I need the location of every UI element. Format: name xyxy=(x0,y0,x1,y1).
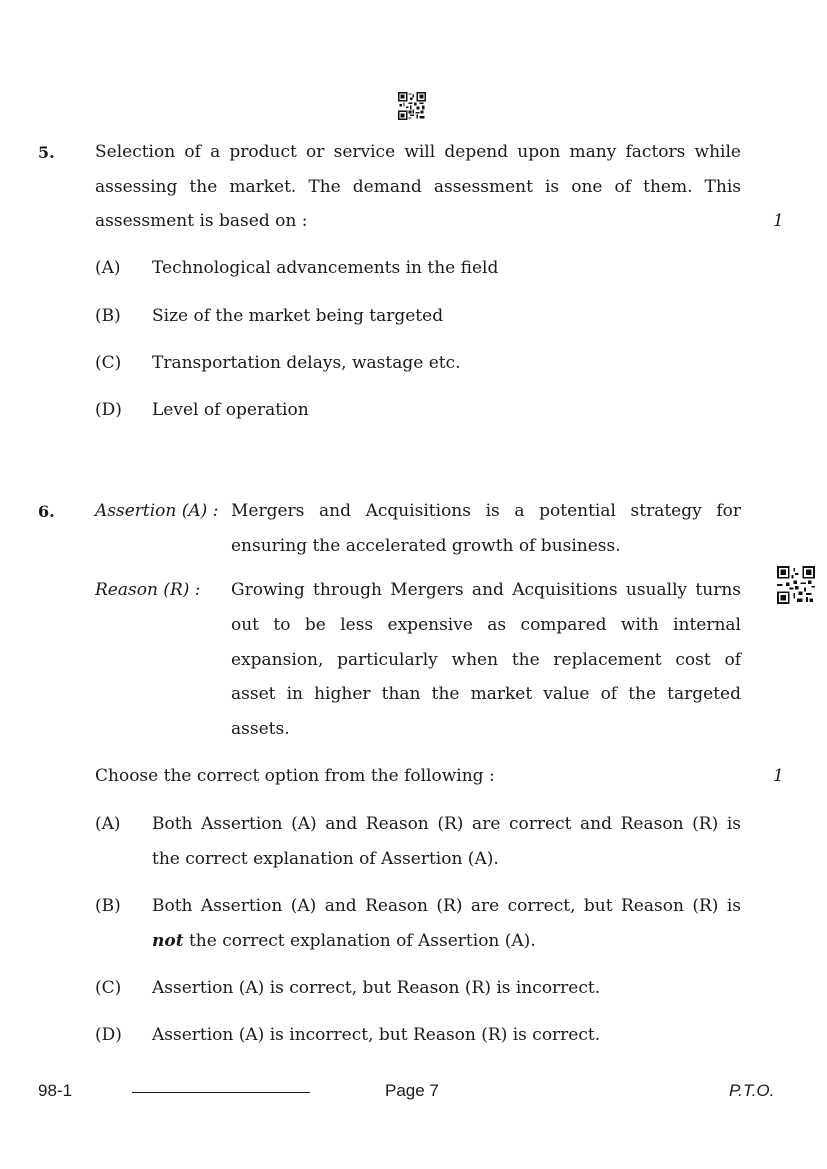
question-5-line-2: assessing the market. The demand assessment is one of them. This xyxy=(95,177,741,197)
q6-option-b-label: (B) xyxy=(95,896,121,916)
q6-option-d-label: (D) xyxy=(95,1025,122,1045)
reason-label: Reason (R) : xyxy=(95,580,201,600)
q5-option-c-text: Transportation delays, wastage etc. xyxy=(152,353,461,373)
qr-code-side xyxy=(777,566,815,604)
q5-option-d-text: Level of operation xyxy=(152,400,309,420)
reason-line-1: Growing through Mergers and Acquisitions usually turns xyxy=(231,580,741,600)
q6-option-c-label: (C) xyxy=(95,978,122,998)
footer-code: 98-1 xyxy=(38,1081,73,1100)
question-6-prompt: Choose the correct option from the following : xyxy=(95,766,495,786)
q6-option-a-line-1: Both Assertion (A) and Reason (R) are correct and Reason (R) is xyxy=(152,814,741,834)
question-6-marks: 1 xyxy=(773,766,784,786)
q6-option-b-line-2 xyxy=(152,924,536,959)
q5-option-b-text: Size of the market being targeted xyxy=(152,306,444,326)
reason-line-3: expansion, particularly when the replacement cost of xyxy=(231,650,741,670)
q6-option-d-text: Assertion (A) is incorrect, but Reason (R) is correct. xyxy=(152,1025,601,1045)
q5-option-a-label: (A) xyxy=(95,258,121,278)
assertion-line-2: ensuring the accelerated growth of business. xyxy=(231,536,621,556)
question-5-number: 5. xyxy=(38,143,55,162)
q6-option-b-line-2-text: the correct explanation of Assertion (A). xyxy=(183,931,536,951)
footer-divider xyxy=(132,1092,310,1093)
reason-line-4: asset in higher than the market value of the targeted xyxy=(231,684,741,704)
footer-pto: P.T.O. xyxy=(729,1081,775,1100)
question-6-number: 6. xyxy=(38,502,55,521)
reason-line-2: out to be less expensive as compared with internal xyxy=(231,615,741,635)
q6-option-a-line-2: the correct explanation of Assertion (A). xyxy=(152,849,499,869)
assertion-label: Assertion (A) : xyxy=(95,501,219,521)
question-5-line-1: Selection of a product or service will depend upon many factors while xyxy=(95,142,741,162)
page-number: Page 7 xyxy=(385,1081,439,1100)
question-5-marks: 1 xyxy=(773,211,784,231)
q6-option-a-label: (A) xyxy=(95,814,121,834)
q6-option-b-emphasis: not xyxy=(152,931,184,951)
q6-option-b-line-1: Both Assertion (A) and Reason (R) are correct, but Reason (R) is xyxy=(152,896,741,916)
q6-option-c-text: Assertion (A) is correct, but Reason (R) is incorrect. xyxy=(152,978,601,998)
q5-option-c-label: (C) xyxy=(95,353,122,373)
question-5-line-3: assessment is based on : xyxy=(95,211,308,231)
qr-code-top xyxy=(398,92,426,120)
q5-option-a-text: Technological advancements in the field xyxy=(152,258,499,278)
q5-option-b-label: (B) xyxy=(95,306,121,326)
q5-option-d-label: (D) xyxy=(95,400,122,420)
assertion-line-1: Mergers and Acquisitions is a potential strategy for xyxy=(231,501,741,521)
reason-line-5: assets. xyxy=(231,719,290,739)
